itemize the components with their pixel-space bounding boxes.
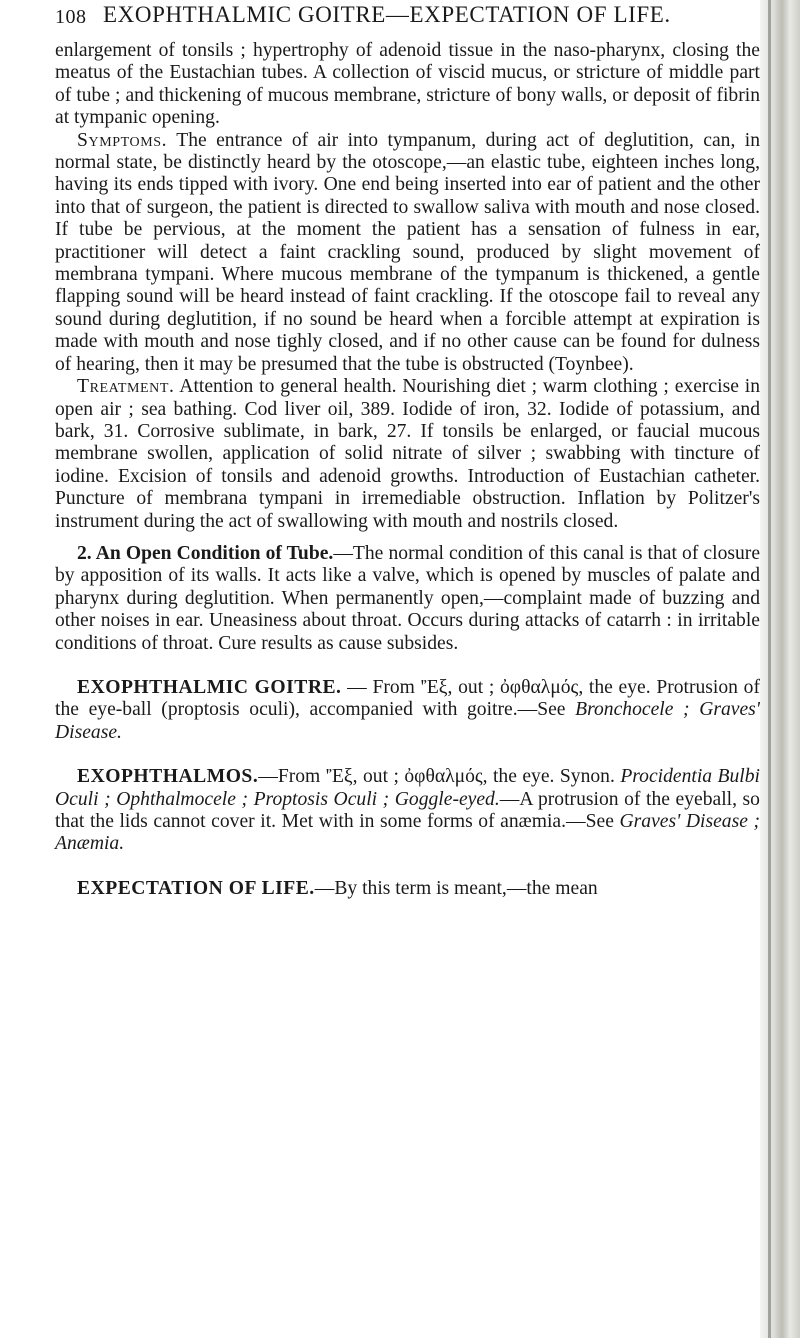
headword-exophthalmic-goitre: EXOPHTHALMIC GOITRE. [77,676,342,698]
entry-exophthalmos [55,766,760,856]
entry-text: —From 'Ἐξ, out ; ὀφθαλμός, the eye. Synon. [258,766,621,788]
cross-reference: Bronchocele ; Graves' Disease. [55,699,760,743]
binding-line [768,0,771,1338]
paragraph-symptoms [55,130,760,376]
paragraph-treatment [55,376,760,533]
section-lead-treatment: Treatment. [77,376,175,398]
paragraph-open-condition [55,543,760,655]
entry-text: —A protrusion of the eyeball, so that the lids cannot cover it. Met with in some forms of anæmia.—See [55,788,760,832]
entry-expectation-of-life [55,878,760,900]
book-page [55,0,760,1338]
page-number: 108 [55,6,87,28]
cross-reference: Graves' Disease ; Anæmia. [55,811,761,855]
headword-expectation-of-life: EXPECTATION OF LIFE. [77,877,315,899]
paragraph-continuation [55,40,760,130]
section-lead-open-condition: 2. An Open Condition of Tube. [77,542,334,564]
entry-exophthalmic-goitre [55,677,760,744]
paragraph-text: Attention to general health. Nourishing diet ; warm clothing ; exercise in open air ; sea bathing. Cod liver oil, 389. Iodide of iron, 32. Iodide of potassium, and bark, 31. Corrosive sublimate, in bark, 27. If tonsils be enlarged, or faucial mucous membrane swollen, application of solid nitrate of silver ; swabbing with tincture of iodine. Excision of tonsils and adenoid growths. Introduction of Eustachian catheter. Puncture of membrana tympani in irremediable obstruction. Inflation by Politzer's instrument during the act of swallowing with mouth and nostrils closed. [55,376,760,532]
paragraph-text: enlargement of tonsils ; hypertrophy of adenoid tissue in the naso-pharynx, closing the meatus of the Eustachian tubes. A collection of viscid mucus, or stricture of middle part of tube ; and thickening of mucous membrane, stricture of bony walls, or deposit of fibrin at tympanic opening. [55,40,760,129]
section-lead-symptoms: Symptoms. [77,129,168,151]
page-edge-shadow [760,0,800,1338]
synonyms: Procidentia Bulbi Oculi ; Ophthalmocele ; Proptosis Oculi ; Goggle-eyed. [55,766,760,810]
headword-exophthalmos: EXOPHTHALMOS. [77,766,259,788]
running-head [55,2,760,36]
running-title: EXOPHTHALMIC GOITRE—EXPECTATION OF LIFE. [103,2,671,27]
entry-text: — From 'Ἐξ, out ; ὀφθαλμός, the eye. Protrusion of the eye-ball (proptosis oculi), accompanied with goitre.—See [55,676,760,721]
entry-text: —By this term is meant,—the mean [314,877,598,899]
paragraph-text: —The normal condition of this canal is that of closure by apposition of its walls. It acts like a valve, which is opened by muscles of palate and pharynx during deglutition. When permanently open,—complaint made of buzzing and other noises in ear. Uneasiness about throat. Occurs during attacks of catarrh : in irritable conditions of throat. Cure results as cause subsides. [55,542,761,654]
body-text [55,40,760,900]
paragraph-text: The entrance of air into tympanum, during act of deglutition, can, in normal state, be distinctly heard by the otoscope,—an elastic tube, eighteen inches long, having its ends tipped with ivory. One end being inserted into ear of patient and the other into that of surgeon, the patient is directed to swallow saliva with mouth and nose closed. If tube be pervious, at the moment the patient has a sensation of fulness in ear, practitioner will detect a faint crackling sound, produced by slight movement of membrana tympani. Where mucous membrane of the tympanum is thickened, a gentle flapping sound will be heard instead of faint crackling. If the otoscope fail to reveal any sound during deglutition, if no sound be heard when a forcible attempt at expiration is made with mouth and nose tighly closed, and if no other cause can be found for dulness of hearing, then it may be presumed that the tube is obstructed (Toynbee). [55,129,760,375]
